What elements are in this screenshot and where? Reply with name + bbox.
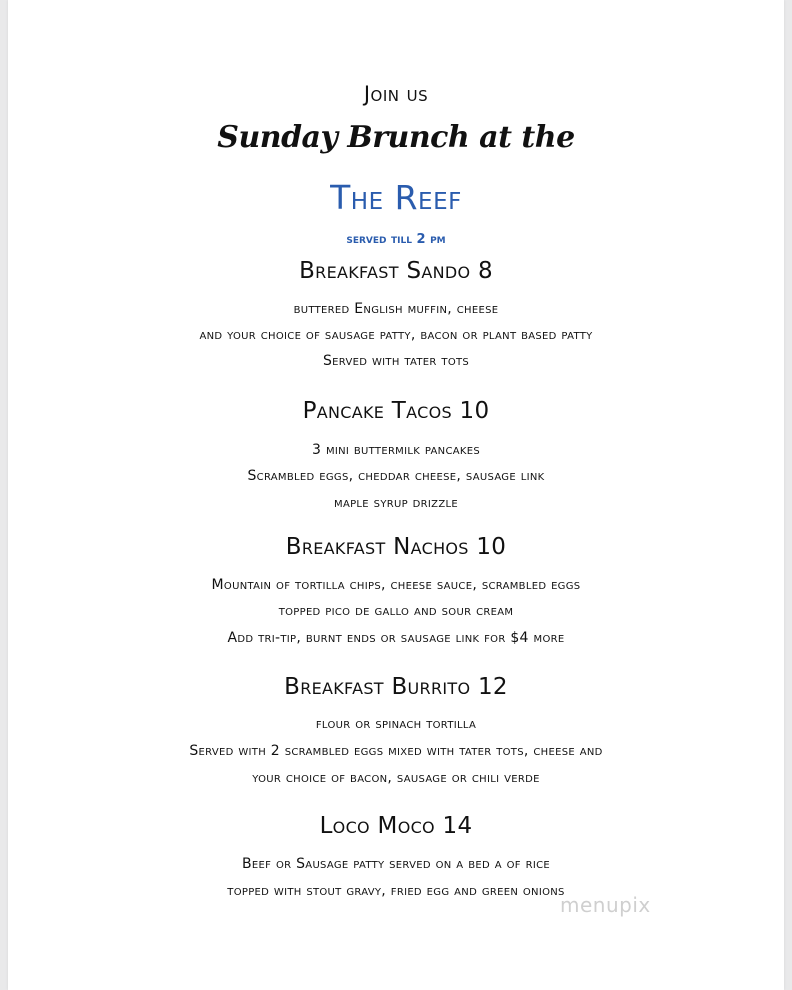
menu-item-line: 3 mini buttermilk pancakes	[311, 442, 481, 458]
menu-item-title: Breakfast Nachos 10	[285, 534, 507, 560]
menu-item-line: topped pico de gallo and sour cream	[278, 603, 514, 619]
menupix-watermark: menupix	[560, 893, 651, 917]
menu-item-title: Loco Moco 14	[319, 813, 473, 839]
menu-item-line: Beef or Sausage patty served on a bed a of rice	[242, 856, 550, 872]
menu-item-line: topped with stout gravy, fried egg and green onions	[227, 883, 565, 899]
menu-item-line: Mountain of tortilla chips, cheese sauce, scrambled eggs	[211, 577, 581, 593]
served-until-note: served till 2 pm	[346, 232, 446, 247]
menu-item-line: Served with 2 scrambled eggs mixed with tater tots, cheese and	[189, 743, 603, 759]
brunch-script-title: Sunday Brunch at the	[217, 120, 575, 155]
menu-item-title: Pancake Tacos 10	[302, 398, 490, 424]
menu-item-line: Add tri-tip, burnt ends or sausage link for $4 more	[227, 630, 565, 646]
menu-item-title: Breakfast Burrito 12	[284, 674, 508, 700]
menu-item-line: buttered English muffin, cheese	[293, 301, 499, 317]
menu-item-line: Scrambled eggs, cheddar cheese, sausage link	[247, 468, 545, 484]
menu-item-title: Breakfast Sando 8	[299, 258, 493, 284]
menu-page	[8, 0, 784, 990]
menu-item-line: and your choice of sausage patty, bacon or plant based patty	[199, 327, 593, 343]
menu-item-line: your choice of bacon, sausage or chili verde	[252, 770, 540, 786]
restaurant-name: The Reef	[330, 178, 462, 217]
menu-item-line: Served with tater tots	[322, 353, 470, 369]
menu-item-line: flour or spinach tortilla	[315, 716, 477, 732]
join-us-text: Join us	[363, 82, 429, 106]
menu-item-line: maple syrup drizzle	[334, 495, 458, 511]
